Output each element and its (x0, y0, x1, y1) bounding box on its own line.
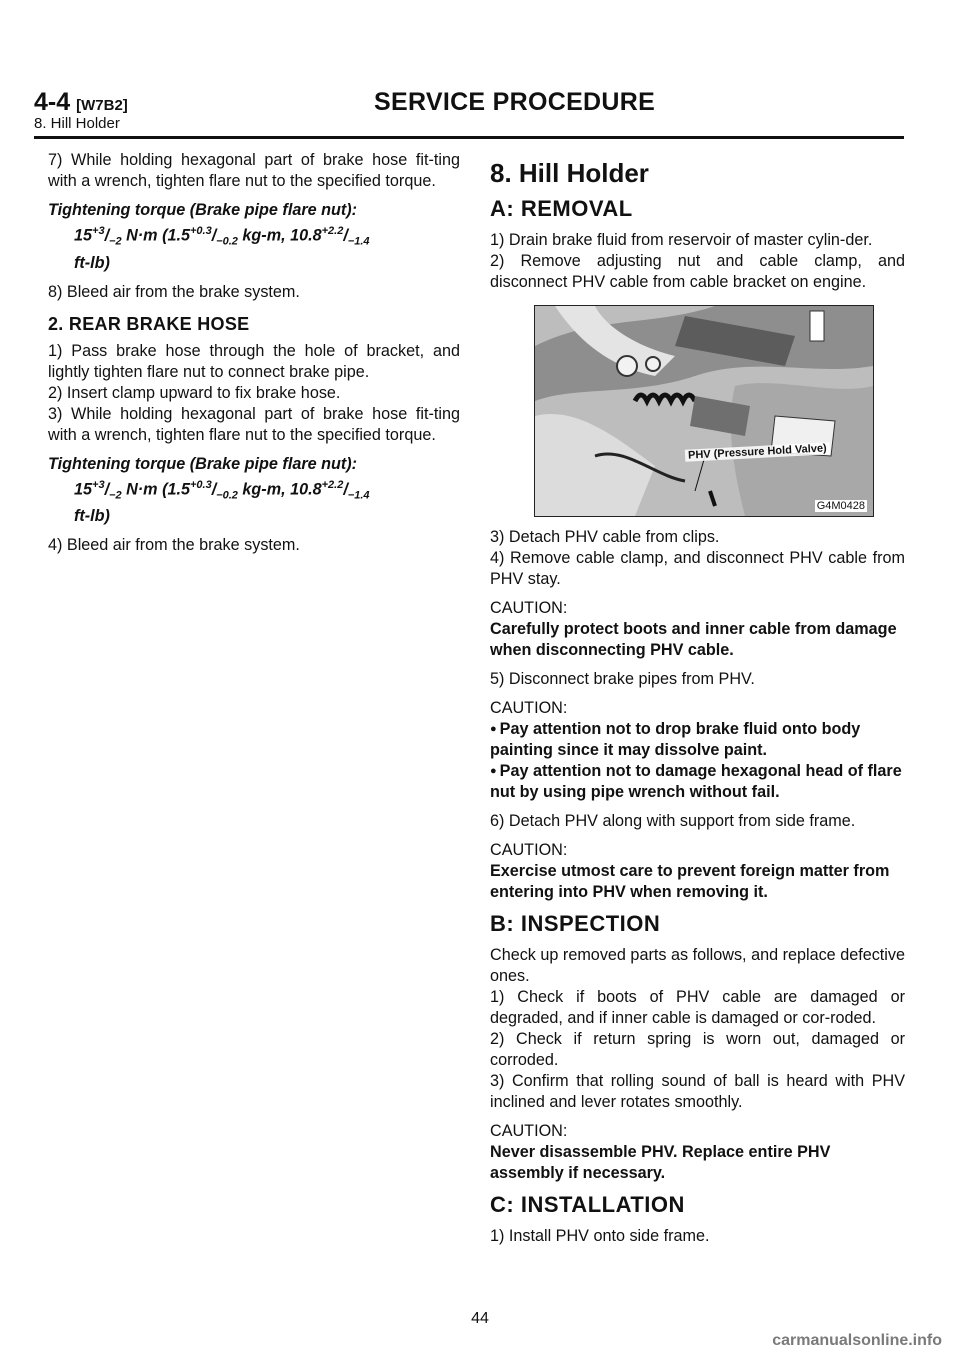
caution-label: CAUTION: (490, 1122, 568, 1140)
removal-step-3: 3) Detach PHV cable from clips. (490, 528, 720, 546)
step-8: 8) Bleed air from the brake system. (48, 282, 300, 301)
removal-step-1: 1) Drain brake fluid from reservoir of master cylin-der. (490, 231, 873, 249)
watermark: carmanualsonline.info (772, 1332, 942, 1349)
installation-step-1: 1) Install PHV onto side frame. (490, 1227, 710, 1245)
page-header (34, 88, 904, 134)
caution-label: CAUTION: (490, 699, 568, 717)
rear-step-3: 3) While holding hexagonal part of brake hose fit-ting with a wrench, tighten flare nut to the specified torque. (48, 404, 460, 444)
caution-2-bullet-2: ● Pay attention not to damage hexagonal head of flare nut by using pipe wrench without fail. (490, 761, 905, 803)
header-subcode: [W7B2] (76, 97, 128, 114)
caution-2-bullet-1: ● Pay attention not to drop brake fluid onto body painting since it may dissolve paint. (490, 719, 905, 761)
caution-4-text: Never disassemble PHV. Replace entire PHV assembly if necessary. (490, 1143, 831, 1182)
header-code: 4-4 [W7B2] (34, 88, 128, 116)
torque-value-1: $15^{+3}/_{-2}$ N·m ($1.5^{+0.3}/_{-0.2}$ kg-m, $10.8^{+2.2}/_{-1.4}$ ft-lb) (74, 225, 370, 272)
phv-label: PHV (Pressure Hold Valve) (685, 442, 830, 462)
rear-brake-hose-heading: 2. REAR BRAKE HOSE (48, 313, 250, 334)
step-7: 7) While holding hexagonal part of brake hose fit-ting with a wrench, tighten flare nut to the specified torque. (48, 151, 460, 190)
removal-step-2: 2) Remove adjusting nut and cable clamp, and disconnect PHV cable from cable bracket on engine. (490, 252, 905, 291)
inspection-step-1: 1) Check if boots of PHV cable are damaged or degraded, and if inner cable is damaged or cor-roded. (490, 988, 905, 1027)
installation-heading: C: INSTALLATION (490, 1192, 685, 1217)
removal-step-6: 6) Detach PHV along with support from side frame. (490, 812, 856, 830)
section-title: 8. Hill Holder (490, 158, 649, 188)
torque-heading-1: Tightening torque (Brake pipe flare nut): (48, 201, 358, 219)
left-column (48, 150, 460, 556)
caution-label: CAUTION: (490, 841, 568, 859)
engine-bay-photo (534, 305, 874, 517)
header-rule (34, 136, 904, 139)
photo-illustration (535, 306, 873, 516)
removal-heading: A: REMOVAL (490, 196, 633, 221)
rear-step-4: 4) Bleed air from the brake system. (48, 536, 300, 555)
inspection-step-3: 3) Confirm that rolling sound of ball is heard with PHV inclined and lever rotates smoothly. (490, 1072, 905, 1111)
torque-spec-1 (48, 200, 460, 274)
torque-value-2: $15^{+3}/_{-2}$ N·m ($1.5^{+0.3}/_{-0.2}$ kg-m, $10.8^{+2.2}/_{-1.4}$ ft-lb) (74, 478, 370, 526)
caution-2 (490, 698, 905, 803)
page-number: 44 (471, 1310, 489, 1327)
torque-spec-2 (48, 454, 460, 528)
caution-label: CAUTION: (490, 599, 568, 617)
torque-heading-2: Tightening torque (Brake pipe flare nut): (48, 454, 358, 473)
right-column (490, 150, 905, 1247)
caution-3 (490, 840, 905, 903)
figure-code: G4M0428 (816, 500, 865, 512)
inspection-heading: B: INSPECTION (490, 911, 661, 936)
rear-step-1: 1) Pass brake hose through the hole of bracket, and lightly tighten flare nut to connect brake pipe. (48, 341, 460, 381)
caution-1-text: Carefully protect boots and inner cable from damage when disconnecting PHV cable. (490, 620, 897, 659)
rear-step-2: 2) Insert clamp upward to fix brake hose. (48, 383, 341, 402)
caution-4 (490, 1121, 905, 1184)
caution-1 (490, 598, 905, 661)
inspection-intro: Check up removed parts as follows, and replace defective ones. (490, 946, 905, 985)
caution-3-text: Exercise utmost care to prevent foreign matter from entering into PHV when removing it. (490, 862, 890, 901)
header-title: SERVICE PROCEDURE (374, 88, 656, 116)
header-section: 8. Hill Holder (34, 115, 120, 132)
inspection-step-2: 2) Check if return spring is worn out, damaged or corroded. (490, 1030, 905, 1069)
removal-step-4: 4) Remove cable clamp, and disconnect PHV cable from PHV stay. (490, 549, 905, 588)
removal-step-5: 5) Disconnect brake pipes from PHV. (490, 670, 755, 688)
